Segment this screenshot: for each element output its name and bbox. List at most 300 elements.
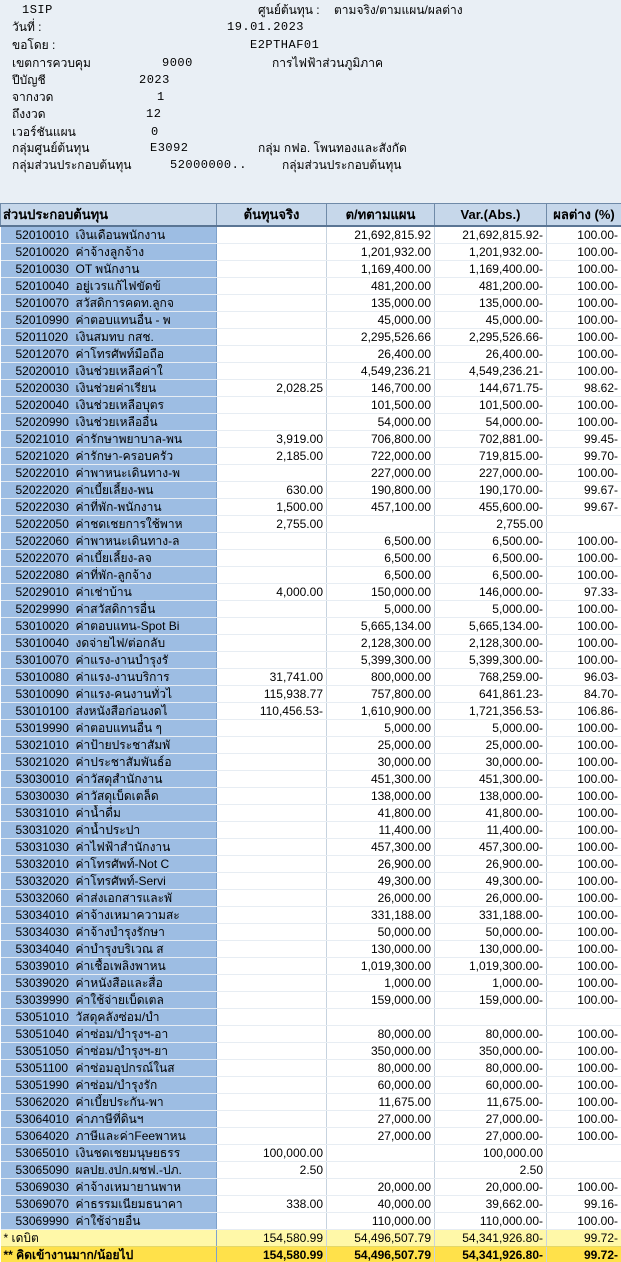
cost-element-code: 52010030	[15, 262, 69, 276]
cost-element-cell[interactable]	[1, 295, 217, 312]
variance-pct-cell: 99.70-	[547, 448, 621, 465]
table-row[interactable]	[1, 516, 621, 533]
plan-cost-cell: 80,000.00	[327, 1026, 435, 1043]
plan-cost-cell: 26,900.00	[327, 856, 435, 873]
actual-cost-cell	[217, 346, 327, 363]
cost-element-name: ค่าเบี้ยเลี้ยง-ลจ	[75, 551, 152, 565]
cost-element-code: 52022020	[15, 483, 69, 497]
cost-element-cell[interactable]	[1, 397, 217, 414]
table-row[interactable]	[1, 958, 621, 975]
cost-element-cell[interactable]	[1, 550, 217, 567]
cost-element-cell[interactable]	[1, 652, 217, 669]
table-row[interactable]	[1, 788, 621, 805]
table-row[interactable]	[1, 1094, 621, 1111]
cost-element-cell[interactable]	[1, 822, 217, 839]
variance-pct-cell: 100.00-	[547, 958, 621, 975]
plan-cost-cell: 26,000.00	[327, 890, 435, 907]
table-row[interactable]	[1, 414, 621, 431]
variance-pct-cell: 100.00-	[547, 295, 621, 312]
cost-element-cell[interactable]	[1, 584, 217, 601]
cost-element-code: 52022060	[15, 534, 69, 548]
variance-abs-cell: 331,188.00-	[435, 907, 547, 924]
cost-element-cell[interactable]	[1, 856, 217, 873]
plan-cost-cell: 722,000.00	[327, 448, 435, 465]
table-row[interactable]	[1, 312, 621, 329]
table-row[interactable]	[1, 1009, 621, 1026]
table-row[interactable]	[1, 1179, 621, 1196]
actual-cost-cell	[217, 941, 327, 958]
actual-cost-cell	[217, 226, 327, 244]
control-area-code: 9000	[162, 56, 193, 70]
program-name: 1SIP	[22, 3, 53, 17]
table-row[interactable]	[1, 941, 621, 958]
to-period-label: ถึงงวด	[12, 107, 46, 121]
cost-element-cell[interactable]	[1, 839, 217, 856]
cost-element-name: งดจ่ายไฟ/ต่อกลับ	[75, 636, 166, 650]
cost-element-cell[interactable]	[1, 278, 217, 295]
plan-cost-cell: 1,201,932.00	[327, 244, 435, 261]
variance-abs-cell	[435, 1009, 547, 1026]
variance-pct-cell: 97.33-	[547, 584, 621, 601]
cost-element-cell[interactable]	[1, 431, 217, 448]
cost-element-cell[interactable]	[1, 618, 217, 635]
grand-total-variance-pct: 99.72-	[547, 1247, 621, 1262]
cost-element-name: ค่าไฟฟ้าสำนักงาน	[75, 840, 171, 854]
cost-element-cell[interactable]	[1, 601, 217, 618]
cost-element-name: ค่าภาษีที่ดินฯ	[75, 1112, 144, 1126]
cost-element-name: ส่งหนังสือก่อนงดไ	[75, 704, 168, 718]
cost-element-name: ค่าจ้างลูกจ้าง	[75, 245, 145, 259]
variance-pct-cell: 100.00-	[547, 1128, 621, 1145]
table-row[interactable]	[1, 1026, 621, 1043]
cost-element-code: 53051050	[15, 1044, 69, 1058]
report-header	[0, 0, 621, 203]
variance-pct-cell: 100.00-	[547, 397, 621, 414]
cost-element-cell[interactable]	[1, 516, 217, 533]
variance-abs-cell: 25,000.00-	[435, 737, 547, 754]
cost-element-name: ค่าส่งเอกสารและพั	[75, 891, 172, 905]
variance-abs-cell: 2,755.00	[435, 516, 547, 533]
plan-cost-cell: 6,500.00	[327, 550, 435, 567]
cost-element-code: 52022070	[15, 551, 69, 565]
plan-cost-cell: 2,128,300.00	[327, 635, 435, 652]
variance-abs-cell: 481,200.00-	[435, 278, 547, 295]
cost-element-cell[interactable]	[1, 1111, 217, 1128]
cost-element-name: ค่าวัสดุสำนักงาน	[75, 772, 163, 786]
plan-version-label: เวอร์ชันแผน	[12, 125, 76, 139]
from-period-label: จากงวด	[12, 90, 54, 104]
actual-cost-cell	[217, 533, 327, 550]
cost-element-name: ค่าหนังสือและสื่อ	[75, 976, 163, 990]
cost-element-cell[interactable]	[1, 686, 217, 703]
cost-element-cell[interactable]	[1, 533, 217, 550]
requested-by-label: ขอโดย :	[12, 38, 56, 52]
cost-element-code: 52010040	[15, 279, 69, 293]
cost-element-name: ค่าจ้างเหมายานพาห	[75, 1180, 182, 1194]
cost-element-cell[interactable]	[1, 329, 217, 346]
col-header-cost-element[interactable]: ส่วนประกอบต้นทุน	[1, 204, 217, 227]
variance-abs-cell: 101,500.00-	[435, 397, 547, 414]
table-row[interactable]	[1, 652, 621, 669]
cost-element-cell[interactable]	[1, 958, 217, 975]
table-row[interactable]	[1, 329, 621, 346]
col-header-plan[interactable]: ต/ทตามแผน	[327, 204, 435, 227]
cost-element-code: 52022030	[15, 500, 69, 514]
cost-element-code: 52022010	[15, 466, 69, 480]
plan-cost-cell	[327, 516, 435, 533]
variance-abs-cell: 2,128,300.00-	[435, 635, 547, 652]
plan-cost-cell	[327, 1162, 435, 1179]
table-row[interactable]	[1, 380, 621, 397]
table-row[interactable]	[1, 635, 621, 652]
variance-abs-cell: 5,399,300.00-	[435, 652, 547, 669]
table-row[interactable]	[1, 261, 621, 278]
cost-element-name: ค่าใช้จ่ายเบ็ดเตล	[75, 993, 164, 1007]
actual-cost-cell	[217, 261, 327, 278]
cost-element-name: เงินชดเชยมนุษยธรร	[75, 1146, 181, 1160]
cost-element-code: 53010040	[15, 636, 69, 650]
cost-element-cell[interactable]	[1, 1094, 217, 1111]
cost-element-cell[interactable]	[1, 380, 217, 397]
variance-pct-cell: 100.00-	[547, 907, 621, 924]
cost-element-cell[interactable]	[1, 1196, 217, 1213]
plan-cost-cell: 1,610,900.00	[327, 703, 435, 720]
cost-element-name: ค่าน้ำดื่ม	[75, 806, 121, 820]
variance-pct-cell: 100.00-	[547, 924, 621, 941]
cost-element-cell[interactable]	[1, 737, 217, 754]
plan-cost-cell: 41,800.00	[327, 805, 435, 822]
table-row[interactable]	[1, 822, 621, 839]
cost-element-name: ค่าซ่อม/บำรุงฯ-ยา	[75, 1044, 169, 1058]
cost-element-cell[interactable]	[1, 244, 217, 261]
actual-cost-cell	[217, 975, 327, 992]
cost-element-cell[interactable]	[1, 1077, 217, 1094]
table-row[interactable]	[1, 720, 621, 737]
variance-pct-cell: 100.00-	[547, 346, 621, 363]
control-area-label: เขตการควบคุม	[12, 56, 91, 70]
cost-element-cell[interactable]	[1, 1043, 217, 1060]
plan-cost-cell: 1,169,400.00	[327, 261, 435, 278]
variance-abs-cell: 6,500.00-	[435, 567, 547, 584]
actual-cost-cell	[217, 1077, 327, 1094]
cost-element-code: 52011020	[15, 330, 68, 344]
variance-abs-cell: 2.50	[435, 1162, 547, 1179]
plan-cost-cell: 135,000.00	[327, 295, 435, 312]
cost-element-code: 52012070	[15, 347, 69, 361]
cost-element-code: 53069990	[15, 1214, 69, 1228]
table-row[interactable]	[1, 550, 621, 567]
cost-element-name: ค่าสวัสดิการอื่น	[75, 602, 156, 616]
table-row[interactable]	[1, 1128, 621, 1145]
cost-element-cell[interactable]	[1, 1213, 217, 1230]
plan-cost-cell: 25,000.00	[327, 737, 435, 754]
col-header-actual[interactable]: ต้นทุนจริง	[217, 204, 327, 227]
cost-element-name: ค่าโทรศัพท์มือถือ	[75, 347, 165, 361]
plan-cost-cell	[327, 1009, 435, 1026]
table-row[interactable]	[1, 1162, 621, 1179]
cost-element-cell[interactable]	[1, 754, 217, 771]
table-row[interactable]	[1, 907, 621, 924]
cost-element-cell[interactable]	[1, 1026, 217, 1043]
cost-element-code: 52029010	[15, 585, 69, 599]
cost-element-cell[interactable]	[1, 226, 217, 244]
cost-element-name: ผลปย.งปก.ผชฟ.-ปภ.	[75, 1163, 182, 1177]
variance-pct-cell: 100.00-	[547, 567, 621, 584]
table-row[interactable]	[1, 1213, 621, 1230]
table-row[interactable]	[1, 397, 621, 414]
plan-cost-cell: 331,188.00	[327, 907, 435, 924]
cost-element-cell[interactable]	[1, 499, 217, 516]
actual-cost-cell	[217, 720, 327, 737]
variance-abs-cell: 110,000.00-	[435, 1213, 547, 1230]
variance-pct-cell: 100.00-	[547, 261, 621, 278]
table-row[interactable]	[1, 465, 621, 482]
cost-element-cell[interactable]	[1, 414, 217, 431]
plan-cost-cell: 138,000.00	[327, 788, 435, 805]
date-label: วันที่ :	[12, 20, 42, 34]
cost-element-code: 53065010	[15, 1146, 69, 1160]
cost-element-cell[interactable]	[1, 788, 217, 805]
table-row[interactable]	[1, 448, 621, 465]
table-row[interactable]	[1, 346, 621, 363]
table-row[interactable]	[1, 805, 621, 822]
table-row[interactable]	[1, 618, 621, 635]
cost-element-cell[interactable]	[1, 567, 217, 584]
plan-cost-cell: 27,000.00	[327, 1128, 435, 1145]
actual-cost-cell	[217, 924, 327, 941]
variance-abs-cell: 227,000.00-	[435, 465, 547, 482]
table-row[interactable]	[1, 873, 621, 890]
table-row[interactable]	[1, 737, 621, 754]
cost-element-cell[interactable]	[1, 1145, 217, 1162]
cost-element-cell[interactable]	[1, 261, 217, 278]
variance-abs-cell: 20,000.00-	[435, 1179, 547, 1196]
variance-pct-cell: 100.00-	[547, 1060, 621, 1077]
plan-cost-cell: 101,500.00	[327, 397, 435, 414]
date-value: 19.01.2023	[227, 20, 305, 34]
cost-element-code: 53021020	[15, 755, 69, 769]
cost-element-name: ค่าเชื้อเพลิงพาหน	[75, 959, 166, 973]
actual-cost-cell	[217, 1128, 327, 1145]
cost-element-name: ค่าจ้างบำรุงรักษา	[75, 925, 165, 939]
cost-element-code: 52010070	[15, 296, 69, 310]
actual-cost-cell	[217, 567, 327, 584]
cost-element-name: อยู่เวรแก้ไฟขัดข้	[75, 279, 161, 293]
actual-cost-cell	[217, 1060, 327, 1077]
variance-abs-cell: 719,815.00-	[435, 448, 547, 465]
variance-pct-cell: 100.00-	[547, 244, 621, 261]
cost-element-cell[interactable]	[1, 465, 217, 482]
table-row[interactable]	[1, 1043, 621, 1060]
cost-element-cell[interactable]	[1, 1060, 217, 1077]
table-row[interactable]	[1, 1077, 621, 1094]
cost-report-table	[0, 203, 621, 1262]
variance-abs-cell: 80,000.00-	[435, 1060, 547, 1077]
fiscal-year-label: ปีบัญชี	[12, 73, 46, 87]
plan-cost-cell: 26,400.00	[327, 346, 435, 363]
cost-element-cell[interactable]	[1, 873, 217, 890]
cost-element-cell[interactable]	[1, 669, 217, 686]
cost-element-cell[interactable]	[1, 1009, 217, 1026]
actual-cost-cell: 2,755.00	[217, 516, 327, 533]
cost-element-code: 53051040	[15, 1027, 69, 1041]
plan-cost-cell: 451,300.00	[327, 771, 435, 788]
actual-cost-cell: 110,456.53-	[217, 703, 327, 720]
actual-cost-cell	[217, 601, 327, 618]
actual-cost-cell	[217, 363, 327, 380]
table-row[interactable]	[1, 584, 621, 601]
variance-abs-cell: 100,000.00	[435, 1145, 547, 1162]
table-row[interactable]	[1, 856, 621, 873]
table-row[interactable]	[1, 771, 621, 788]
table-row[interactable]	[1, 499, 621, 516]
table-row[interactable]	[1, 295, 621, 312]
actual-cost-cell	[217, 1213, 327, 1230]
table-row[interactable]	[1, 482, 621, 499]
variance-abs-cell: 6,500.00-	[435, 550, 547, 567]
variance-abs-cell: 6,500.00-	[435, 533, 547, 550]
table-row[interactable]	[1, 533, 621, 550]
cost-element-cell[interactable]	[1, 703, 217, 720]
cost-element-code: 53051010	[15, 1010, 69, 1024]
col-header-variance[interactable]: Var.(Abs.)	[435, 204, 547, 227]
variance-abs-cell: 5,665,134.00-	[435, 618, 547, 635]
col-header-variance-pct[interactable]: ผลต่าง (%)	[547, 204, 621, 227]
actual-cost-cell	[217, 312, 327, 329]
cost-element-name: OT พนักงาน	[75, 262, 140, 276]
table-row[interactable]	[1, 1060, 621, 1077]
table-row[interactable]	[1, 278, 621, 295]
table-row[interactable]	[1, 244, 621, 261]
plan-cost-cell: 5,399,300.00	[327, 652, 435, 669]
table-row[interactable]	[1, 686, 621, 703]
variance-abs-cell: 159,000.00-	[435, 992, 547, 1009]
cost-element-code: 53032010	[15, 857, 69, 871]
debit-total-variance-pct: 99.72-	[547, 1230, 621, 1247]
plan-cost-cell: 11,400.00	[327, 822, 435, 839]
variance-abs-cell: 190,170.00-	[435, 482, 547, 499]
variance-pct-cell: 100.00-	[547, 856, 621, 873]
cost-element-code: 52020010	[15, 364, 69, 378]
cost-element-code: 53064020	[15, 1129, 69, 1143]
cost-element-name: ค่ารักษาพยาบาล-พน	[75, 432, 183, 446]
table-row[interactable]	[1, 839, 621, 856]
table-row[interactable]	[1, 992, 621, 1009]
variance-pct-cell: 100.00-	[547, 652, 621, 669]
cost-element-name: ค่าแรง-งานบำรุงรั	[75, 653, 169, 667]
cost-element-name: สวัสดิการคดท.ลูกจ	[75, 296, 174, 310]
cost-element-name: ค่าพาหนะเดินทาง-ล	[75, 534, 180, 548]
table-row[interactable]	[1, 754, 621, 771]
actual-cost-cell	[217, 635, 327, 652]
cost-element-name: ค่าซ่อมอุปกรณ์ในส	[75, 1061, 175, 1075]
table-row[interactable]	[1, 1145, 621, 1162]
plan-cost-cell: 45,000.00	[327, 312, 435, 329]
cost-element-cell[interactable]	[1, 720, 217, 737]
grand-total-variance: 54,341,926.80-	[435, 1247, 547, 1262]
plan-cost-cell: 2,295,526.66	[327, 329, 435, 346]
grand-total-row	[1, 1247, 621, 1262]
variance-pct-cell: 100.00-	[547, 941, 621, 958]
cost-element-cell[interactable]	[1, 346, 217, 363]
plan-cost-cell: 20,000.00	[327, 1179, 435, 1196]
cost-element-cell[interactable]	[1, 635, 217, 652]
plan-cost-cell: 350,000.00	[327, 1043, 435, 1060]
cost-element-code: 53010100	[15, 704, 69, 718]
actual-cost-cell	[217, 278, 327, 295]
table-row[interactable]	[1, 890, 621, 907]
cost-element-cell[interactable]	[1, 771, 217, 788]
variance-abs-cell: 45,000.00-	[435, 312, 547, 329]
cost-element-cell[interactable]	[1, 941, 217, 958]
table-header-row	[1, 204, 621, 227]
cost-element-cell[interactable]	[1, 1162, 217, 1179]
cost-element-name: ค่าเบี้ยประกัน-พา	[75, 1095, 164, 1109]
cost-element-cell[interactable]	[1, 312, 217, 329]
variance-pct-cell: 84.70-	[547, 686, 621, 703]
variance-abs-cell: 41,800.00-	[435, 805, 547, 822]
actual-cost-cell	[217, 1179, 327, 1196]
cost-element-cell[interactable]	[1, 924, 217, 941]
cost-element-code: 53065090	[15, 1163, 69, 1177]
cost-element-cell[interactable]	[1, 1179, 217, 1196]
cost-element-cell[interactable]	[1, 448, 217, 465]
variance-pct-cell: 96.03-	[547, 669, 621, 686]
variance-pct-cell: 100.00-	[547, 1111, 621, 1128]
cost-element-cell[interactable]	[1, 992, 217, 1009]
table-row[interactable]	[1, 975, 621, 992]
actual-cost-cell	[217, 856, 327, 873]
cost-element-cell[interactable]	[1, 482, 217, 499]
variance-pct-cell: 100.00-	[547, 754, 621, 771]
cost-element-name: ค่าธรรมเนียมธนาคา	[75, 1197, 183, 1211]
table-row[interactable]	[1, 601, 621, 618]
cost-element-cell[interactable]	[1, 805, 217, 822]
cost-element-code: 52010010	[15, 228, 69, 242]
variance-pct-cell: 100.00-	[547, 873, 621, 890]
table-row[interactable]	[1, 703, 621, 720]
actual-cost-cell	[217, 397, 327, 414]
table-row[interactable]	[1, 669, 621, 686]
table-row[interactable]	[1, 924, 621, 941]
cost-element-name: ค่าบำรุงบริเวณ ส	[75, 942, 164, 956]
actual-cost-cell: 115,938.77	[217, 686, 327, 703]
plan-cost-cell: 5,000.00	[327, 601, 435, 618]
table-row[interactable]	[1, 363, 621, 380]
table-row[interactable]	[1, 431, 621, 448]
variance-abs-cell: 146,000.00-	[435, 584, 547, 601]
cost-element-cell[interactable]	[1, 1128, 217, 1145]
debit-total-row	[1, 1230, 621, 1247]
cost-element-name: ค่าตอบแทนอื่น ๆ	[75, 721, 162, 735]
cc-group-code: E3092	[150, 141, 189, 155]
cost-element-cell[interactable]	[1, 907, 217, 924]
cost-element-cell[interactable]	[1, 363, 217, 380]
plan-cost-cell: 30,000.00	[327, 754, 435, 771]
table-row[interactable]	[1, 1196, 621, 1213]
cost-element-cell[interactable]	[1, 890, 217, 907]
cost-element-cell[interactable]	[1, 975, 217, 992]
table-row[interactable]	[1, 226, 621, 244]
table-row[interactable]	[1, 567, 621, 584]
cost-element-code: 53039020	[15, 976, 69, 990]
plan-cost-cell: 190,800.00	[327, 482, 435, 499]
variance-abs-cell: 1,000.00-	[435, 975, 547, 992]
variance-abs-cell: 26,400.00-	[435, 346, 547, 363]
table-row[interactable]	[1, 1111, 621, 1128]
plan-version-value: 0	[151, 125, 159, 139]
variance-abs-cell: 5,000.00-	[435, 720, 547, 737]
